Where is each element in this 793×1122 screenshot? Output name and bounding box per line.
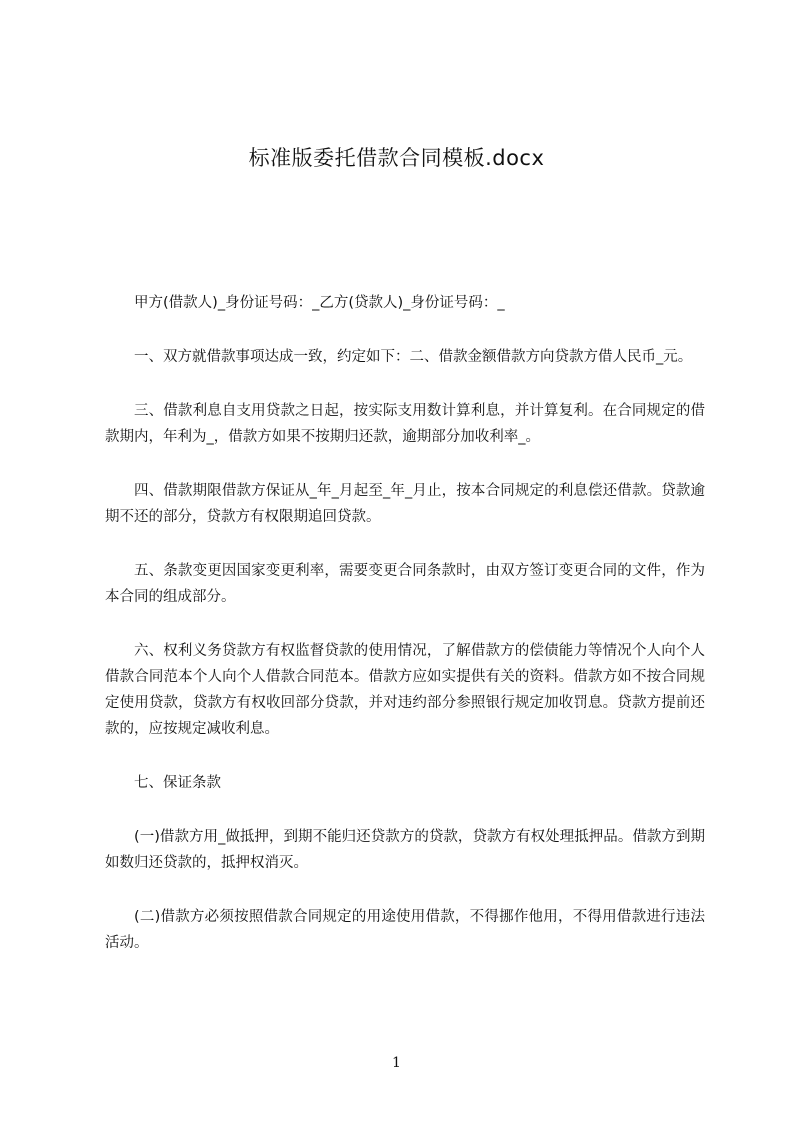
- paragraph-clause-7-1: (一)借款方用_做抵押，到期不能归还贷款方的贷款，贷款方有权处理抵押品。借款方到期如数归还贷款的，抵押权消灭。: [105, 829, 705, 871]
- paragraph-parties: 甲方(借款人)_身份证号码：_乙方(贷款人)_身份证号码：_: [134, 295, 505, 311]
- paragraph-clause-6: 六、权利义务贷款方有权监督贷款的使用情况，了解借款方的偿债能力等情况个人向个人借款合同范本个人向个人借款合同范本。借款方应如实提供有关的资料。借款方如不按合同规定使用贷款，贷款方有权收回部分贷款，并对违约部分参照银行规定加收罚息。贷款方提前还款的，应按规定减收利息。: [105, 643, 705, 737]
- page-number: 1: [392, 1055, 401, 1071]
- paragraph-clause-4: 四、借款期限借款方保证从_年_月起至_年_月止，按本合同规定的利息偿还借款。贷款逾期不还的部分，贷款方有权限期追回贷款。: [105, 483, 705, 525]
- paragraph-clause-3: 三、借款利息自支用贷款之日起，按实际支用数计算利息，并计算复利。在合同规定的借款期内，年利为_，借款方如果不按期归还款，逾期部分加收利率_。: [105, 403, 705, 445]
- paragraph-clause-7-2: (二)借款方必须按照借款合同规定的用途使用借款，不得挪作他用，不得用借款进行违法活动。: [105, 909, 705, 951]
- document-body: [105, 290, 705, 984]
- paragraph-clause-5: 五、条款变更因国家变更利率，需要变更合同条款时，由双方签订变更合同的文件，作为本合同的组成部分。: [105, 563, 705, 605]
- document-title: 标准版委托借款合同模板.docx: [248, 146, 545, 170]
- paragraph-clause-7-heading: 七、保证条款: [134, 775, 221, 791]
- paragraph-clause-1-2: 一、双方就借款事项达成一致，约定如下：二、借款金额借款方向贷款方借人民币_元。: [134, 349, 693, 365]
